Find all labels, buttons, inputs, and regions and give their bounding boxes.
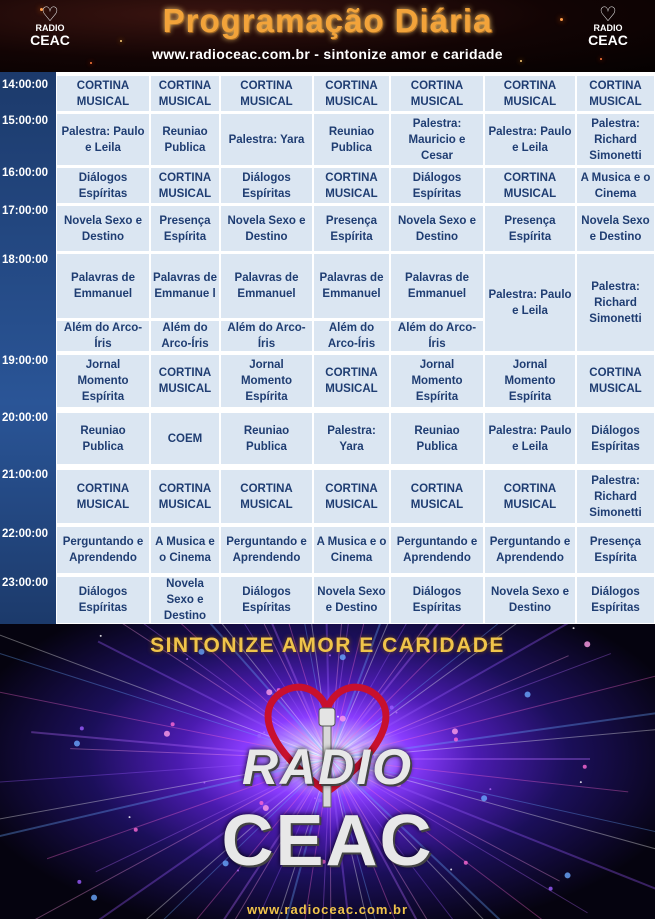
schedule-cell: COEM (151, 413, 219, 464)
schedule-cell: Palestra: Mauricio e Cesar (391, 114, 483, 165)
schedule-cell: Reuniao Publica (151, 114, 219, 165)
schedule-cell: CORTINA MUSICAL (221, 470, 312, 523)
schedule-cell: Jornal Momento Espírita (221, 355, 312, 407)
schedule-cell: A Musica e o Cinema (314, 527, 389, 573)
schedule-cell: Além do Arco-Íris (391, 321, 483, 351)
time-label: 21:00:00 (2, 469, 49, 481)
heart-icon: ♡ (599, 4, 617, 26)
schedule-cell: Novela Sexo e Destino (221, 206, 312, 251)
schedule-cell: Diálogos Espíritas (391, 168, 483, 203)
schedule-cell: Palestra: Yara (221, 114, 312, 165)
schedule-cell: Palavras de Emmanuel (391, 254, 483, 318)
schedule-cell: Além do Arco-Íris (314, 321, 389, 351)
schedule-cell: CORTINA MUSICAL (151, 470, 219, 523)
time-label: 15:00:00 (2, 115, 49, 127)
schedule-cell: A Musica e o Cinema (151, 527, 219, 573)
schedule-cell: Jornal Momento Espírita (485, 355, 575, 407)
time-column (0, 72, 56, 624)
schedule-cell: Diálogos Espíritas (577, 577, 654, 623)
schedule-cell: Reuniao Publica (57, 413, 149, 464)
time-label: 22:00:00 (2, 528, 49, 540)
schedule-cell: Palavras de Emmanuel (57, 254, 149, 318)
schedule-cell: Diálogos Espíritas (221, 577, 312, 623)
schedule-cell: CORTINA MUSICAL (577, 76, 654, 111)
time-label: 16:00:00 (2, 167, 49, 179)
schedule-cell: CORTINA MUSICAL (485, 470, 575, 523)
page-title: Programação Diária (162, 2, 493, 39)
schedule-cell: Palestra: Yara (314, 413, 389, 464)
schedule-cell: Palestra: Paulo e Leila (57, 114, 149, 165)
time-label: 19:00:00 (2, 355, 49, 367)
schedule-cell: CORTINA MUSICAL (57, 76, 149, 111)
schedule-cell: Além do Arco-Íris (221, 321, 312, 351)
schedule-cell: CORTINA MUSICAL (151, 355, 219, 407)
schedule-cell: Além do Arco-Íris (151, 321, 219, 351)
schedule-cell: CORTINA MUSICAL (57, 470, 149, 523)
logo-radio-text: RADIO (593, 23, 623, 33)
schedule-cell: CORTINA MUSICAL (391, 76, 483, 111)
schedule-cell: Perguntando e Aprendendo (221, 527, 312, 573)
schedule-cell: Diálogos Espíritas (57, 168, 149, 203)
schedule-cell: CORTINA MUSICAL (485, 168, 575, 203)
schedule-cell: CORTINA MUSICAL (314, 168, 389, 203)
logo-ceac-text: CEAC (588, 32, 628, 48)
time-label: 14:00:00 (2, 79, 49, 91)
schedule-cell: Novela Sexo e Destino (391, 206, 483, 251)
time-label: 23:00:00 (2, 577, 49, 589)
schedule-cell: Diálogos Espíritas (577, 413, 654, 464)
schedule-cell: CORTINA MUSICAL (151, 168, 219, 203)
schedule-cell: Palestra: Paulo e Leila (485, 254, 575, 351)
schedule-cell: Novela Sexo e Destino (577, 206, 654, 251)
schedule-cell: Diálogos Espíritas (391, 577, 483, 623)
time-label: 17:00:00 (2, 205, 49, 217)
schedule-cell: Presença Espírita (577, 527, 654, 573)
schedule-cell: Perguntando e Aprendendo (57, 527, 149, 573)
schedule-cell: Perguntando e Aprendendo (391, 527, 483, 573)
schedule-cell: Reuniao Publica (391, 413, 483, 464)
schedule-cell: CORTINA MUSICAL (221, 76, 312, 111)
schedule-cell: CORTINA MUSICAL (577, 355, 654, 407)
schedule-cell: Palestra: Paulo e Leila (485, 413, 575, 464)
schedule-cell: Além do Arco-Íris (57, 321, 149, 351)
time-label: 18:00:00 (2, 254, 49, 266)
schedule-cell: Jornal Momento Espírita (57, 355, 149, 407)
schedule-cell: Palestra: Richard Simonetti (577, 114, 654, 165)
schedule-cell: CORTINA MUSICAL (314, 470, 389, 523)
schedule-cell: Palavras de Emmanuel (221, 254, 312, 318)
schedule-cell: Palavras de Emmanuel (314, 254, 389, 318)
schedule-cell: Presença Espírita (485, 206, 575, 251)
schedule-cell: Diálogos Espíritas (221, 168, 312, 203)
schedule-cell: CORTINA MUSICAL (314, 76, 389, 111)
schedule-cell: Diálogos Espíritas (57, 577, 149, 623)
logo-ceac-text: CEAC (30, 32, 70, 48)
schedule-cell: Novela Sexo e Destino (57, 206, 149, 251)
footer-logo-ceac: CEAC (221, 801, 434, 881)
schedule-cell: Novela Sexo e Destino (485, 577, 575, 623)
time-label: 20:00:00 (2, 412, 49, 424)
schedule-cell: A Musica e o Cinema (577, 168, 654, 203)
schedule-cell: Perguntando e Aprendendo (485, 527, 575, 573)
schedule-cell: CORTINA MUSICAL (485, 76, 575, 111)
footer-logo-radio: RADIO (241, 739, 414, 795)
schedule-cell: CORTINA MUSICAL (314, 355, 389, 407)
schedule-cell: Jornal Momento Espírita (391, 355, 483, 407)
schedule-cell: Reuniao Publica (314, 114, 389, 165)
heart-icon: ♡ (41, 4, 59, 26)
schedule-cell: Palestra: Paulo e Leila (485, 114, 575, 165)
schedule-cell: Novela Sexo e Destino (151, 577, 219, 623)
schedule-cell: Novela Sexo e Destino (314, 577, 389, 623)
schedule-cell: Palestra: Richard Simonetti (577, 470, 654, 523)
schedule-cell: Presença Espírita (151, 206, 219, 251)
schedule-cell: Palavras de Emmanue l (151, 254, 219, 318)
logo-radio-text: RADIO (35, 23, 65, 33)
schedule-cell: Reuniao Publica (221, 413, 312, 464)
footer-slogan: SINTONIZE AMOR E CARIDADE (150, 634, 505, 657)
schedule-cell: Palestra: Richard Simonetti (577, 254, 654, 351)
header-banner (0, 0, 655, 72)
schedule-cell: Presença Espírita (314, 206, 389, 251)
schedule-cell: CORTINA MUSICAL (151, 76, 219, 111)
page-subtitle: www.radioceac.com.br - sintonize amor e caridade (152, 46, 503, 62)
schedule-cell: CORTINA MUSICAL (391, 470, 483, 523)
footer-url: www.radioceac.com.br (246, 902, 409, 917)
schedule-table (0, 72, 655, 624)
